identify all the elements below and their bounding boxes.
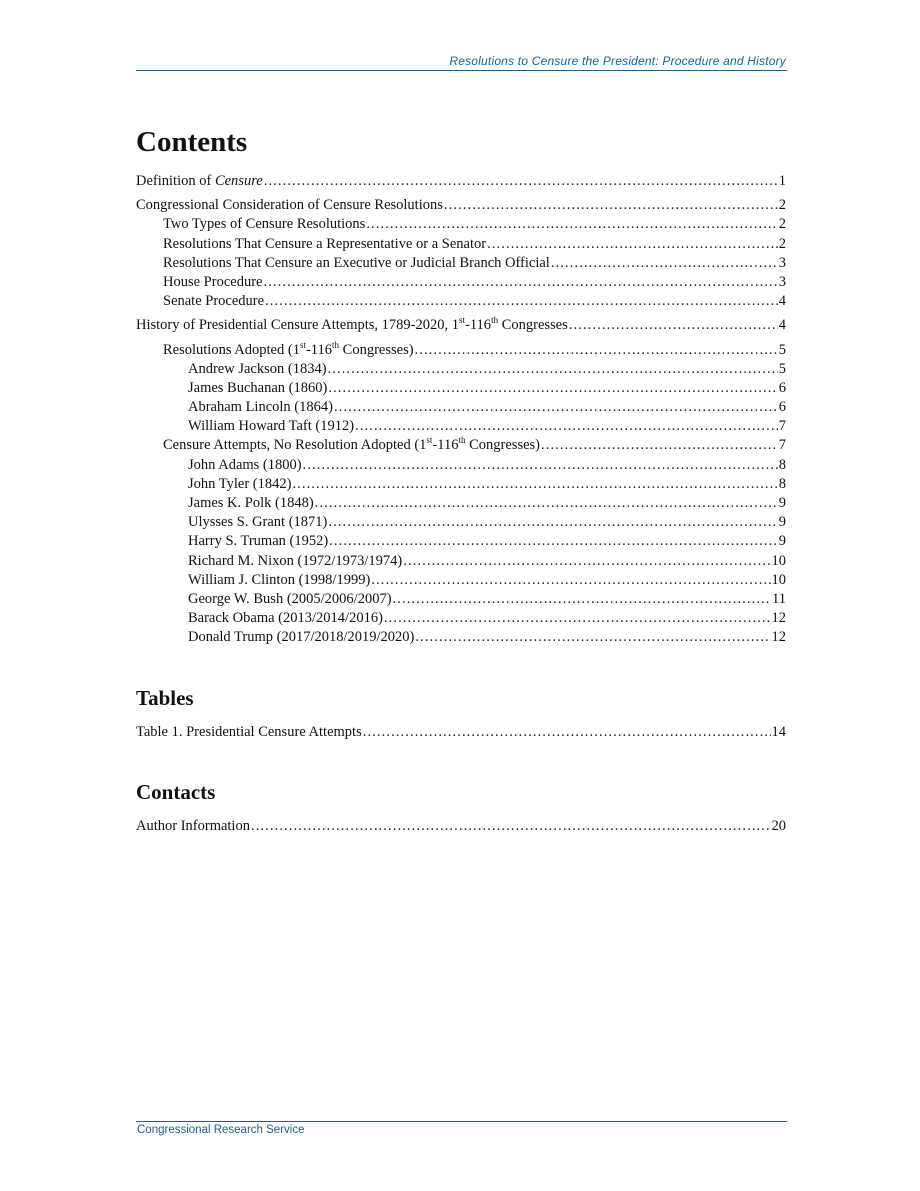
toc-entry-label: Resolutions That Censure a Representative or a Senator [163, 235, 487, 252]
leader-dots [366, 215, 777, 234]
toc-entry-label: Harry S. Truman (1952) [188, 533, 329, 550]
contacts-heading: Contacts [136, 779, 216, 804]
toc-page-number: 10 [771, 571, 786, 588]
toc-entry[interactable] [136, 215, 786, 234]
toc-entry-label: John Adams (1800) [188, 456, 302, 473]
tables-heading: Tables [136, 685, 194, 710]
toc-entry[interactable] [136, 723, 786, 742]
toc-page-number: 2 [778, 235, 786, 252]
footer-organization: Congressional Research Service [137, 1124, 305, 1136]
toc-page-number: 11 [772, 590, 786, 607]
toc-entry-label: Two Types of Censure Resolutions [163, 216, 366, 233]
toc-entry-label: Barack Obama (2013/2014/2016) [188, 610, 383, 627]
toc-entry[interactable] [136, 475, 786, 494]
toc-entry-label: Richard M. Nixon (1972/1973/1974) [188, 552, 403, 569]
leader-dots [415, 628, 770, 647]
leader-dots [541, 436, 778, 455]
toc-page-number: 6 [778, 379, 786, 396]
toc-entry[interactable] [136, 360, 786, 379]
toc-page-number: 3 [778, 273, 786, 290]
leader-dots [265, 292, 778, 311]
leader-dots [363, 723, 771, 742]
toc-entry[interactable] [136, 456, 786, 475]
toc-entry[interactable] [136, 494, 786, 513]
toc-entry[interactable] [136, 436, 786, 455]
contents-heading: Contents [136, 126, 248, 158]
toc-page-number: 7 [778, 437, 786, 454]
toc-page-number: 8 [778, 456, 786, 473]
toc-page-number: 4 [778, 317, 786, 334]
toc-entry-label: John Tyler (1842) [188, 475, 292, 492]
toc-entry[interactable] [136, 571, 786, 590]
toc-entry-label: House Procedure [163, 273, 263, 290]
toc-entry-label: William Howard Taft (1912) [188, 418, 355, 435]
toc-page-number: 20 [771, 817, 786, 834]
toc-entry-label: Ulysses S. Grant (1871) [188, 514, 328, 531]
leader-dots [355, 417, 778, 436]
leader-dots [415, 341, 778, 360]
toc-page-number: 5 [778, 341, 786, 358]
toc-page-number: 2 [778, 197, 786, 214]
toc-page-number: 14 [771, 723, 786, 740]
document-body [136, 124, 786, 836]
toc-entry-label: Table 1. Presidential Censure Attempts [136, 723, 362, 740]
leader-dots [334, 398, 778, 417]
toc-entry-label: George W. Bush (2005/2006/2007) [188, 590, 392, 607]
toc-entry-label: Donald Trump (2017/2018/2019/2020) [188, 629, 415, 646]
toc-entry-label: Resolutions Adopted (1st-116th Congresses) [163, 339, 414, 358]
leader-dots [384, 609, 771, 628]
toc-page-number: 5 [778, 360, 786, 377]
leader-dots [328, 379, 777, 398]
leader-dots [371, 571, 770, 590]
running-title: Resolutions to Censure the President: Procedure and History [449, 54, 786, 68]
leader-dots [569, 316, 778, 335]
toc-entry[interactable] [136, 552, 786, 571]
toc-entry-label: Abraham Lincoln (1864) [188, 399, 333, 416]
header-divider [136, 70, 787, 71]
toc-entry-label: William J. Clinton (1998/1999) [188, 571, 371, 588]
leader-dots [403, 552, 770, 571]
leader-dots [393, 590, 772, 609]
toc-page-number: 4 [778, 293, 786, 310]
toc-entry-label: Censure Attempts, No Resolution Adopted (1st-116th Congresses) [163, 435, 540, 454]
toc-entry[interactable] [136, 379, 786, 398]
toc-entry[interactable] [136, 532, 786, 551]
leader-dots [251, 817, 771, 836]
toc-page-number: 8 [778, 475, 786, 492]
toc-entry[interactable] [136, 513, 786, 532]
toc-entry[interactable] [136, 316, 786, 335]
toc-entry-label: Senate Procedure [163, 293, 265, 310]
toc-page-number: 12 [771, 629, 786, 646]
toc-page-number: 2 [778, 216, 786, 233]
toc-page-number: 10 [771, 552, 786, 569]
toc-entry[interactable] [136, 628, 786, 647]
contacts-list [136, 817, 786, 836]
toc-page-number: 9 [778, 533, 786, 550]
leader-dots [315, 494, 778, 513]
leader-dots [263, 273, 777, 292]
toc-page-number: 7 [778, 418, 786, 435]
toc-entry[interactable] [136, 417, 786, 436]
toc-entry[interactable] [136, 254, 786, 273]
toc-entry[interactable] [136, 292, 786, 311]
leader-dots [329, 532, 778, 551]
toc-entry[interactable] [136, 590, 786, 609]
contents-list [136, 172, 786, 648]
toc-entry[interactable] [136, 609, 786, 628]
toc-page-number: 9 [778, 514, 786, 531]
toc-page-number: 3 [778, 254, 786, 271]
toc-entry[interactable] [136, 341, 786, 360]
toc-entry[interactable] [136, 817, 786, 836]
leader-dots [328, 513, 777, 532]
toc-entry[interactable] [136, 196, 786, 215]
toc-entry-label: James K. Polk (1848) [188, 495, 314, 511]
toc-entry[interactable] [136, 172, 786, 191]
toc-page-number: 9 [778, 495, 786, 511]
leader-dots [444, 196, 778, 215]
toc-entry-label: Andrew Jackson (1834) [188, 360, 327, 377]
tables-list [136, 723, 786, 742]
footer-divider [136, 1121, 787, 1122]
leader-dots [303, 456, 778, 475]
toc-entry-label: Resolutions That Censure an Executive or Judicial Branch Official [163, 254, 550, 271]
toc-page-number: 12 [771, 610, 786, 627]
leader-dots [264, 172, 778, 191]
toc-entry-label: History of Presidential Censure Attempts, 1789-2020, 1st-116th Congresses [136, 315, 568, 334]
toc-entry[interactable] [136, 235, 786, 254]
toc-entry-label: Congressional Consideration of Censure Resolutions [136, 197, 443, 214]
toc-entry[interactable] [136, 273, 786, 292]
toc-page-number: 1 [778, 173, 786, 189]
toc-entry-label: Definition of Censure [136, 173, 263, 189]
leader-dots [328, 360, 778, 379]
toc-page-number: 6 [778, 399, 786, 416]
toc-entry-label: James Buchanan (1860) [188, 379, 328, 396]
toc-entry-label: Author Information [136, 817, 250, 834]
leader-dots [292, 475, 777, 494]
leader-dots [487, 235, 778, 254]
toc-entry[interactable] [136, 398, 786, 417]
leader-dots [551, 254, 778, 273]
